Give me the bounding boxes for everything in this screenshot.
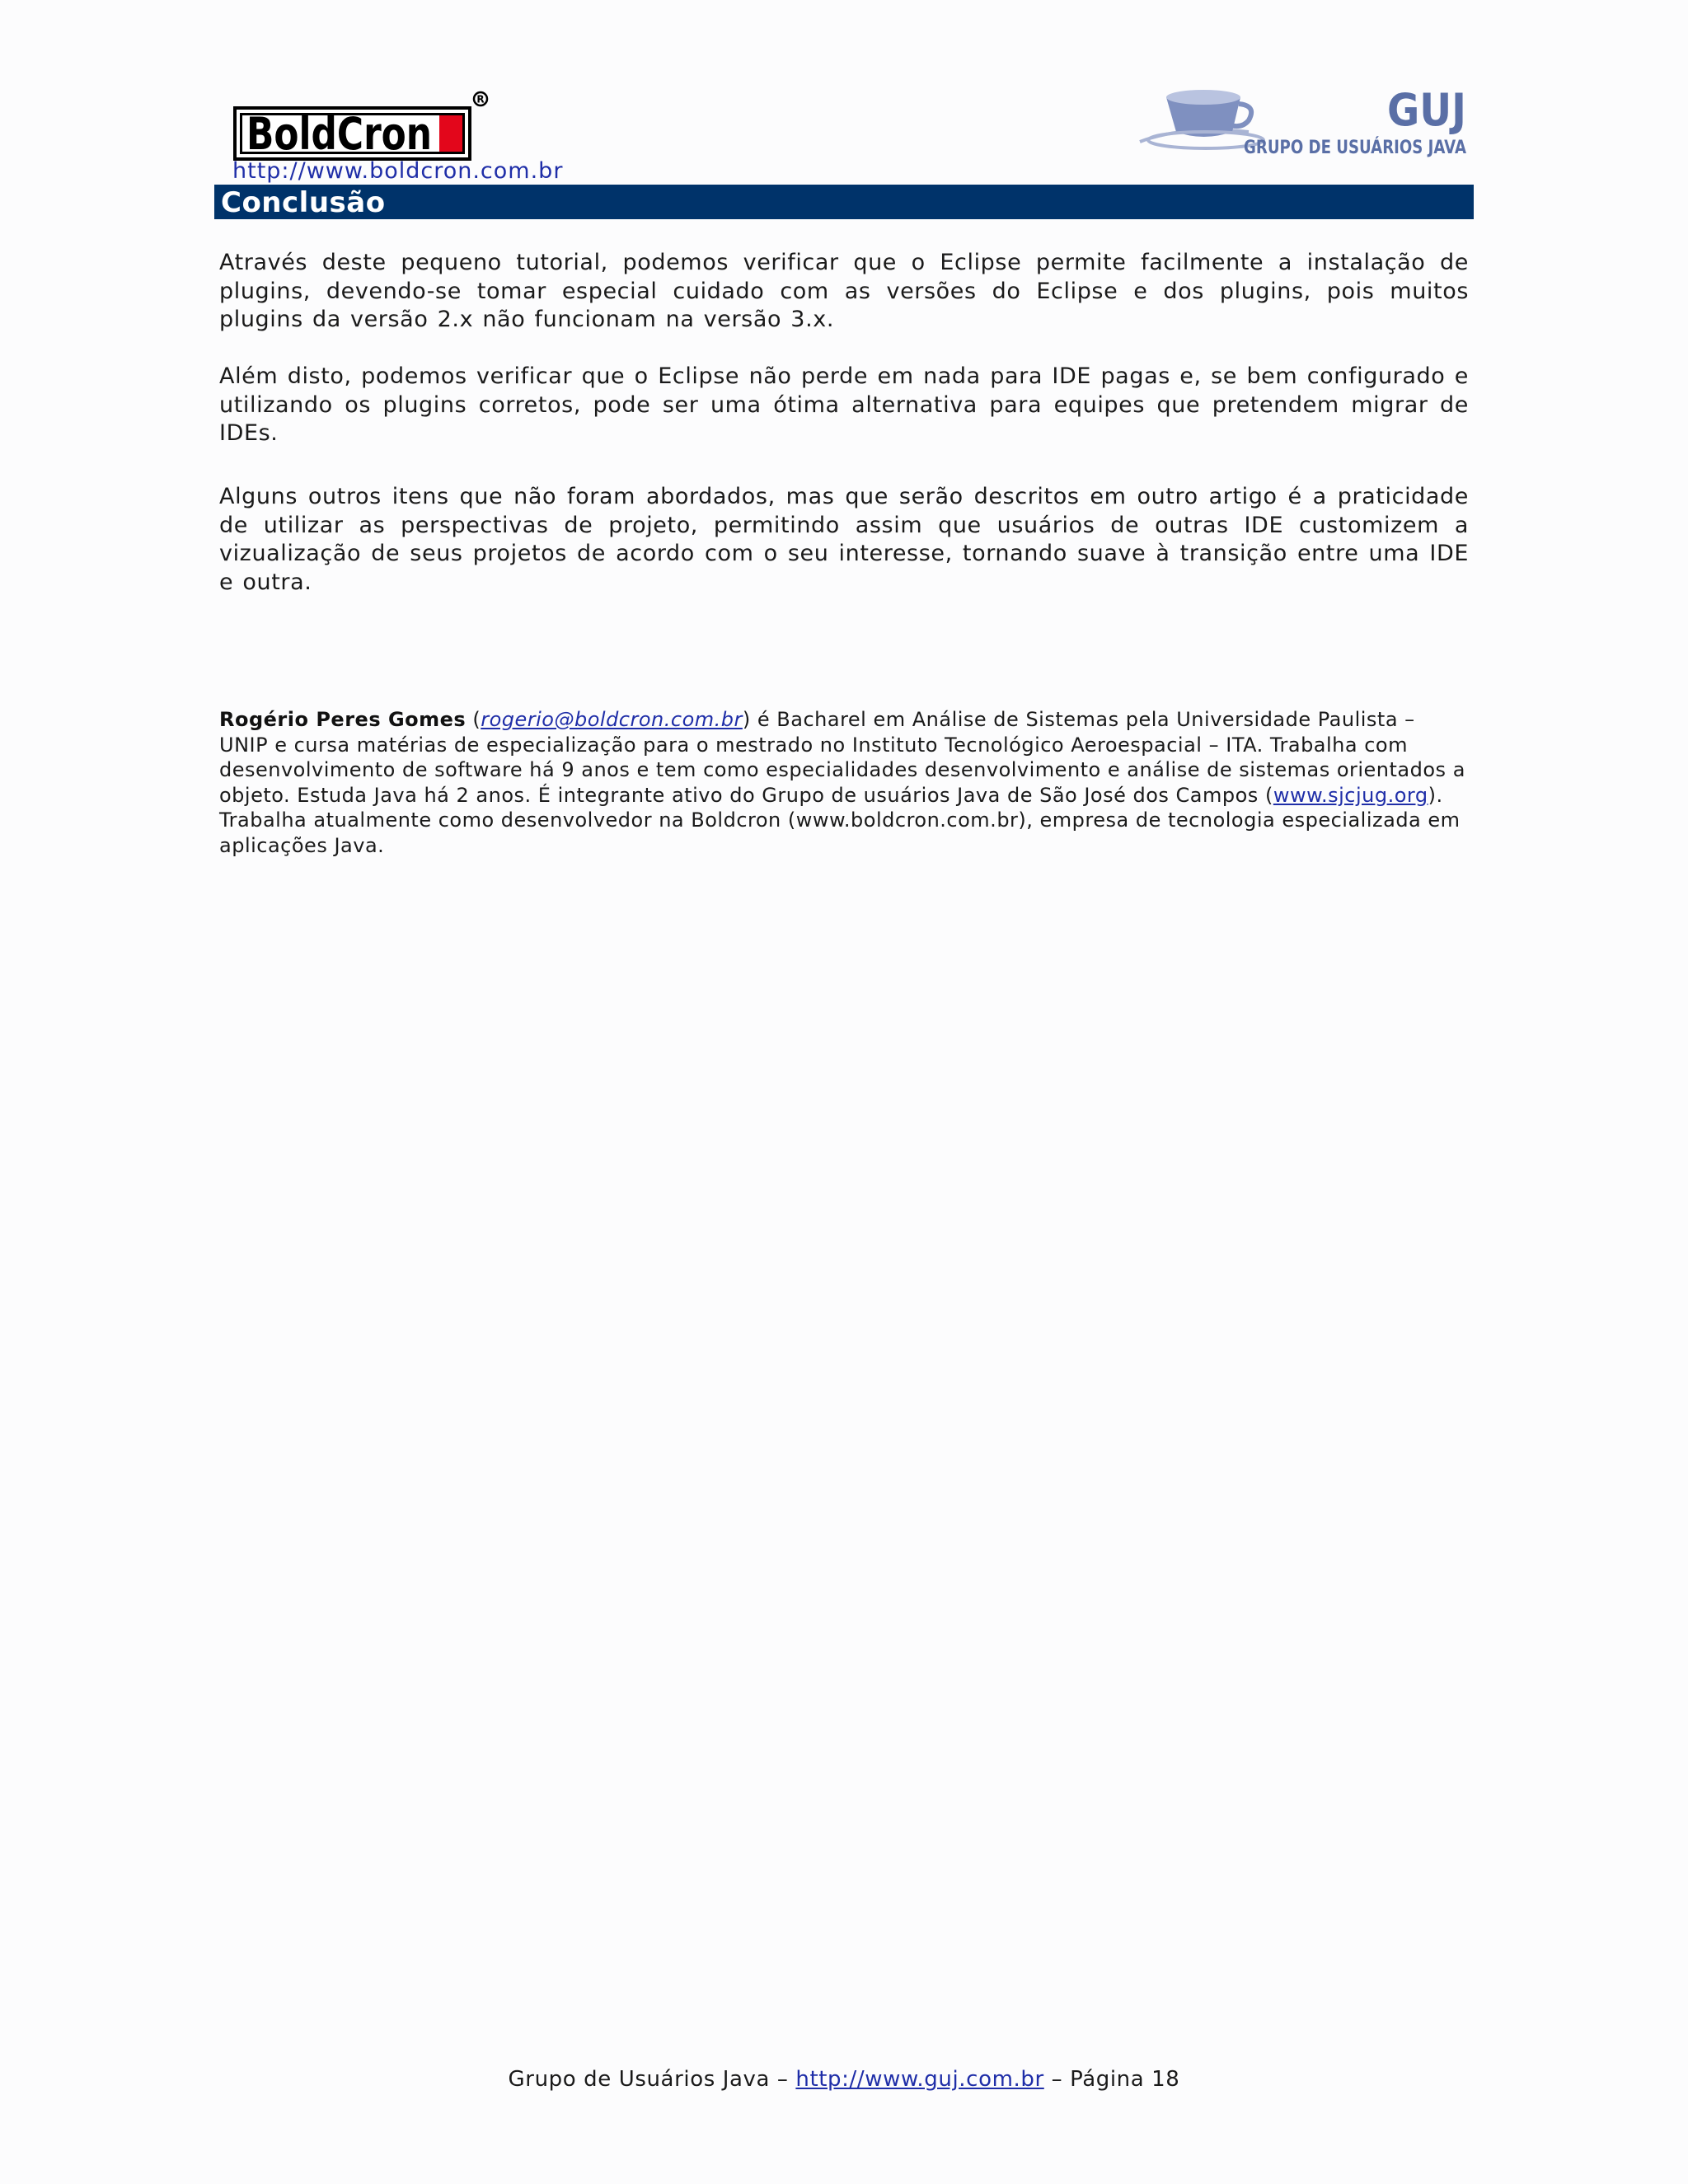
boldcron-logo-text: BoldCron [246, 108, 432, 160]
guj-title: GUJ [1387, 84, 1466, 136]
paragraph: Através deste pequeno tutorial, podemos verificar que o Eclipse permite facilmente a instalação de plugins, devendo-se tomar especial cuidado com as versões do Eclipse e dos plugins, pois muitos plugins da versão 2.x não funcionam na versão 3.x. [219, 250, 1469, 332]
sjcjug-link[interactable]: www.sjcjug.org [1273, 783, 1428, 807]
section-header-bar [214, 185, 1474, 219]
author-email-link[interactable]: rogerio@boldcron.com.br [481, 708, 743, 731]
bio-open-paren: ( [466, 708, 481, 731]
author-bio [219, 707, 1469, 859]
section-title: Conclusão [221, 186, 386, 219]
paragraph: Além disto, podemos verificar que o Eclipse não perde em nada para IDE pagas e, se bem configurado e utilizando os plugins corretos, pode ser uma ótima alternativa para equipes que pretendem migrar de IDEs. [219, 363, 1469, 446]
guj-logo [1133, 82, 1514, 165]
footer-guj-link[interactable]: http://www.guj.com.br [795, 2067, 1044, 2092]
author-name: Rogério Peres Gomes [219, 708, 467, 731]
paragraph: Alguns outros itens que não foram abordados, mas que serão descritos em outro artigo é a praticidade de utilizar as perspectivas de projeto, permitindo assim que usuários de outras IDE customizem a vizualização de seus projetos de acordo com o seu interesse, tornando suave à transição entre uma IDE e outra. [219, 484, 1469, 595]
boldcron-logo [233, 91, 489, 162]
footer-page-number: – Página 18 [1043, 2067, 1180, 2092]
bio-text-2: ). Trabalha atualmente como desenvolvedor na Boldcron (www.boldcron.com.br), empresa de tecnologia especializada em aplicações Java. [219, 783, 1461, 857]
guj-subtitle: GRUPO DE USUÁRIOS JAVA [1244, 138, 1514, 158]
footer-prefix: Grupo de Usuários Java – [508, 2067, 796, 2092]
registered-mark: R [476, 93, 485, 105]
bio-text-1: ) é Bacharel em Análise de Sistemas pela Universidade Paulista – UNIP e cursa matérias de especialização para o mestrado no Instituto Tecnológico Aeroespacial – ITA. Trabalha com desenvolvimento de software há 9 anos e tem como especialidades desenvolvimento e análise de sistemas orientados a objeto. Estuda Java há 2 anos. É integrante ativo do Grupo de usuários Java de São José dos Campos ( [219, 708, 1465, 807]
page-footer [0, 2067, 1688, 2092]
boldcron-url-link[interactable]: http://www.boldcron.com.br [232, 158, 564, 184]
